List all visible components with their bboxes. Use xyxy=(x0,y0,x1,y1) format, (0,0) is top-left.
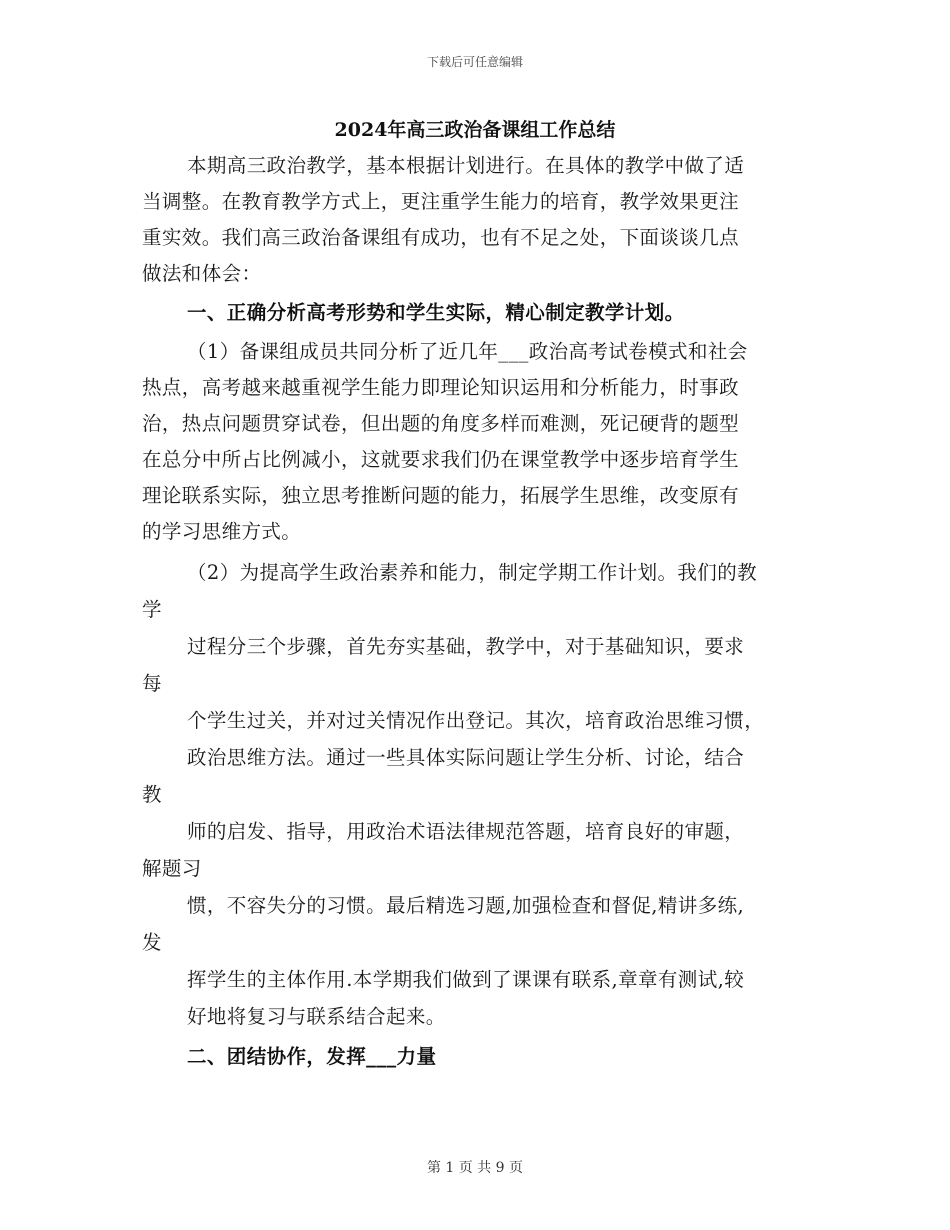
paragraph-line: 在总分中所占比例减小，这就要求我们仍在课堂教学中逐步培育学生 xyxy=(142,448,740,471)
paragraph-line: 每 xyxy=(142,672,162,695)
paragraph-line: 过程分三个步骤，首先夯实基础，教学中，对于基础知识，要求 xyxy=(187,635,745,658)
paragraph-line: 个学生过关，并对过关情况作出登记。其次，培育政治思维习惯， xyxy=(187,709,765,732)
paragraph-line: 学 xyxy=(142,598,162,621)
paragraph-line: 政治思维方法。通过一些具体实际问题让学生分析、讨论，结合 xyxy=(187,746,745,769)
document-title: 2024年高三政治备课组工作总结 xyxy=(334,119,616,141)
paragraph-line: 发 xyxy=(142,931,162,954)
paragraph-line: 惯，不容失分的习惯。最后精选习题,加强检查和督促,精讲多练, xyxy=(187,894,745,917)
paragraph-line: 重实效。我们高三政治备课组有成功，也有不足之处，下面谈谈几点 xyxy=(142,226,740,249)
paragraph-line: 治，热点问题贯穿试卷，但出题的角度多样而难测，死记硬背的题型 xyxy=(142,412,740,435)
paragraph-line: 好地将复习与联系结合起来。 xyxy=(187,1005,446,1028)
paragraph-line: 做法和体会： xyxy=(142,262,262,285)
paragraph-line: 教 xyxy=(142,783,162,806)
paragraph-line: 理论联系实际，独立思考推断问题的能力，拓展学生思维，改变原有 xyxy=(142,484,740,507)
paragraph-line: 本期高三政治教学，基本根据计划进行。在具体的教学中做了适 xyxy=(187,154,745,177)
paragraph-line: （2）为提高学生政治素养和能力，制定学期工作计划。我们的教 xyxy=(187,561,758,584)
paragraph-line: （1）备课组成员共同分析了近几年___政治高考试卷模式和社会 xyxy=(187,340,748,363)
paragraph-line: 当调整。在教育教学方式上，更注重学生能力的培育，教学效果更注 xyxy=(142,190,740,213)
section-heading: 二、团结协作，发挥___力量 xyxy=(187,1045,437,1068)
section-heading: 一、正确分析高考形势和学生实际，精心制定教学计划。 xyxy=(187,301,685,324)
paragraph-line: 的学习思维方式。 xyxy=(142,520,302,543)
paragraph-line: 师的启发、指导，用政治术语法律规范答题，培育良好的审题， xyxy=(187,820,745,843)
header-note: 下载后可任意编辑 xyxy=(426,55,523,69)
paragraph-line: 解题习 xyxy=(142,857,202,880)
paragraph-line: 热点，高考越来越重视学生能力即理论知识运用和分析能力，时事政 xyxy=(142,376,740,399)
paragraph-line: 挥学生的主体作用.本学期我们做到了课课有联系,章章有测试,较 xyxy=(187,968,745,991)
page-number: 第 1 页 共 9 页 xyxy=(426,1160,524,1176)
